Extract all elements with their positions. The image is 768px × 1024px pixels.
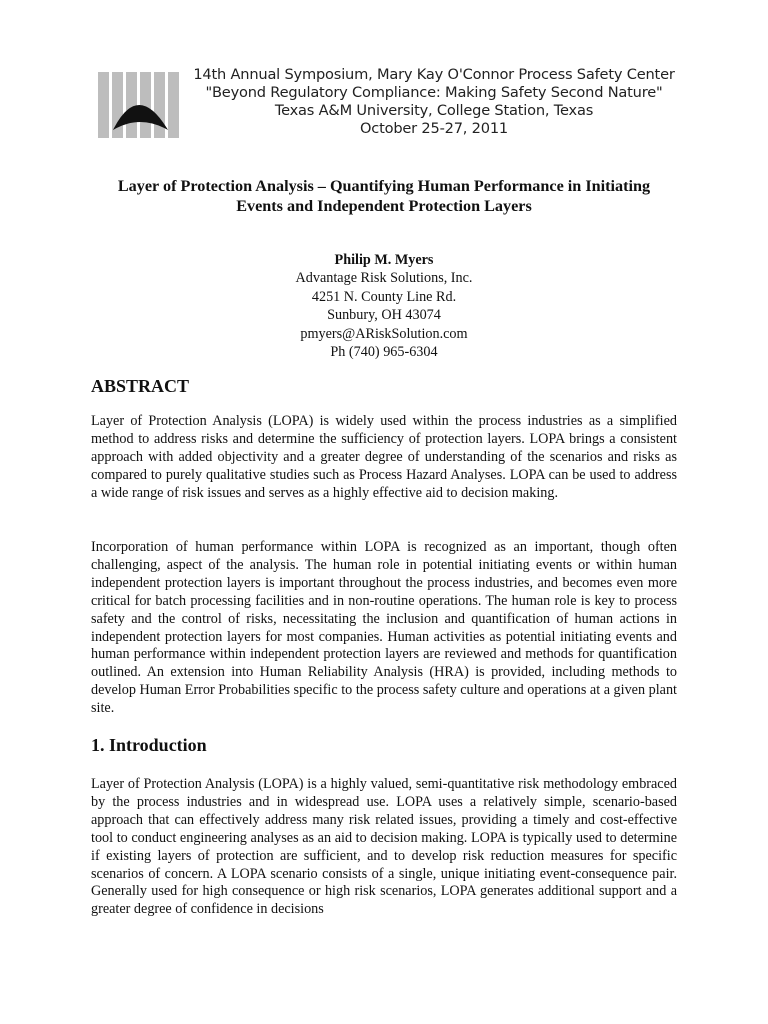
paper-title (60, 176, 708, 216)
conference-info (184, 66, 684, 138)
conference-line-2: "Beyond Regulatory Compliance: Making Safety Second Nature" (205, 84, 663, 101)
paper-title-line-1: Layer of Protection Analysis – Quantifying Human Performance in Initiating (117, 177, 651, 195)
abstract-heading: ABSTRACT (91, 376, 190, 396)
author-organization: Advantage Risk Solutions, Inc. (295, 270, 473, 287)
introduction-paragraph-1: Layer of Protection Analysis (LOPA) is a highly valued, semi-quantitative risk methodology embraced by the process industries and in widespread use. LOPA uses a relatively simple, scenario-based approach that can effectively address many risk related issues, providing a timely and cost-effective tool to conduct engineering analyses as an aid to decision making. LOPA is typically used to determine if existing layers of protection are sufficient, and to develop risk reduction measures for specific scenarios of concern. A LOPA scenario consists of a single, unique initiating event-consequence pair. Generally used for high consequence or high risk scenarios, LOPA generates additional support and a greater degree of confidence in decisions (91, 776, 677, 918)
introduction-heading: 1. Introduction (91, 735, 207, 755)
conference-line-1: 14th Annual Symposium, Mary Kay O'Connor Process Safety Center (193, 66, 675, 83)
author-email: pmyers@ARiskSolution.com (300, 325, 468, 342)
abstract-paragraph-1: Layer of Protection Analysis (LOPA) is widely used within the process industries as a simplified method to address risks and determine the sufficiency of protection layers. LOPA brings a consistent approach with added objectivity and a greater degree of understanding of the scenarios and risks as compared to purely qualitative studies such as Process Hazard Analyses. LOPA can be used to address a wide range of risk issues and serves as a highly effective aid to decision making. (91, 413, 677, 501)
conference-header (96, 66, 696, 146)
conference-line-4: October 25-27, 2011 (359, 120, 509, 137)
abstract-paragraph-2: Incorporation of human performance within LOPA is recognized as an important, though often challenging, aspect of the analysis. The human role in potential initiating events or within human independent protection layers is important throughout the process industries, and becomes even more critical for batch processing facilities and in non-routine operations. The human role is key to process safety and the control of risks, necessitating the inclusion and quantification of human actions in independent protection layers for most companies. Human activities as potential initiating events and human performance within independent protection layers are reviewed and methods for quantification outlined. An extension into Human Reliability Analysis (HRA) is provided, including methods to develop Human Error Probabilities specific to the process safety culture and operations at a given plant site. (91, 539, 677, 717)
paper-title-line-2: Events and Independent Protection Layers (236, 197, 532, 215)
conference-line-3: Texas A&M University, College Station, Texas (274, 102, 594, 119)
author-street: 4251 N. County Line Rd. (311, 288, 457, 305)
author-city: Sunbury, OH 43074 (327, 307, 441, 324)
author-name: Philip M. Myers (334, 252, 434, 268)
mary-kay-oconnor-logo-icon (96, 70, 182, 140)
author-phone: Ph (740) 965-6304 (330, 344, 438, 361)
author-block (160, 251, 608, 361)
